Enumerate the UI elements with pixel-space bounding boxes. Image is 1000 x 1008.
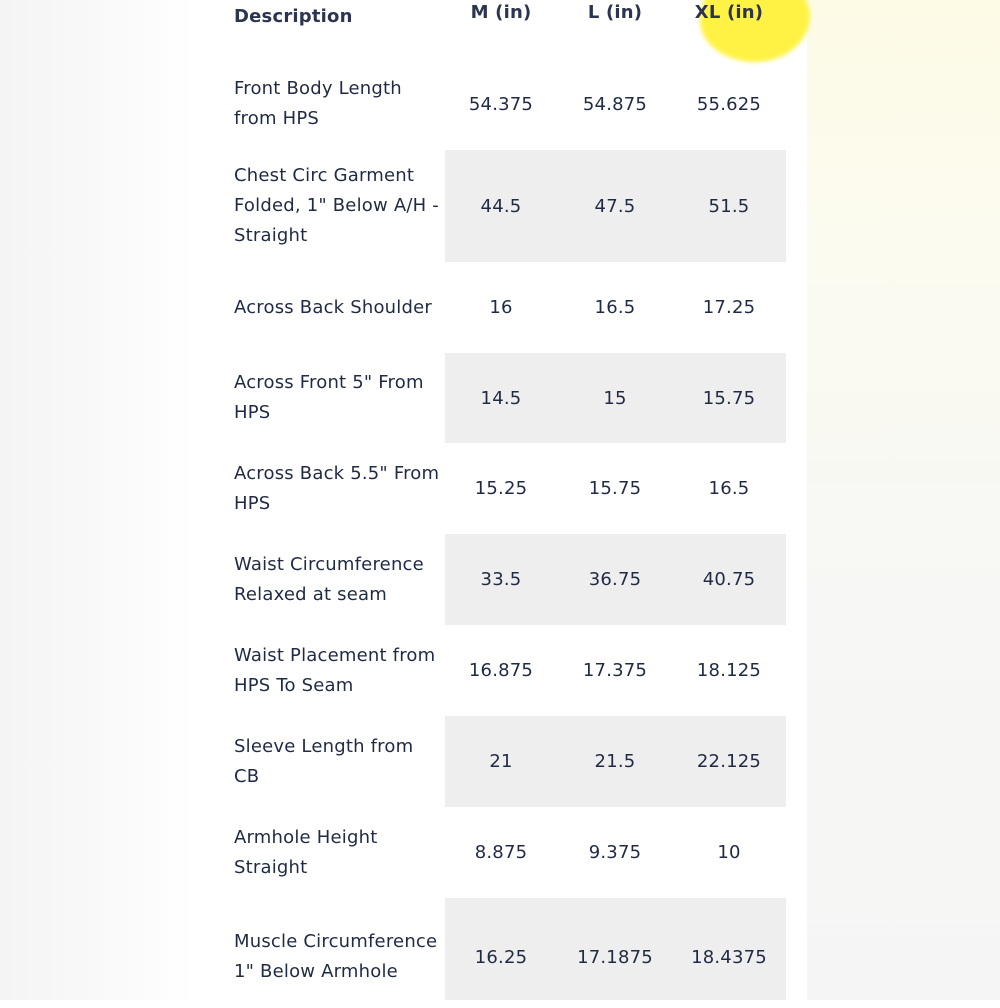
row-description: Waist Circumference Relaxed at seam: [234, 553, 424, 605]
row-l-value: 17.375: [582, 660, 648, 681]
row-m-value: 16: [489, 297, 513, 318]
row-description: Front Body Length from HPS: [234, 78, 402, 129]
row-xl-value: 15.75: [702, 387, 756, 409]
row-l-value: 15: [603, 387, 627, 409]
row-m-value: 16.875: [468, 660, 534, 681]
table-row: [195, 150, 807, 262]
row-m-value: 21: [489, 751, 513, 772]
table-row: [195, 353, 807, 443]
row-xl-value: 18.125: [696, 660, 762, 681]
row-xl-value: 51.5: [708, 195, 750, 217]
row-m-value: 15.25: [474, 478, 528, 499]
row-description: Across Front 5" From HPS: [234, 372, 424, 423]
row-l-value: 9.375: [588, 842, 642, 863]
table-row: [195, 716, 807, 807]
row-m-value: 33.5: [480, 569, 522, 590]
row-description: Chest Circ Garment Folded, 1" Below A/H - Straight: [234, 165, 439, 246]
table-row: [195, 534, 807, 625]
row-l-value: 17.1875: [577, 946, 653, 968]
row-description: Muscle Circumference 1" Below Armhole: [234, 931, 438, 982]
row-xl-value: 22.125: [696, 751, 762, 772]
row-l-value: 54.875: [582, 93, 648, 115]
row-m-value: 54.375: [468, 93, 534, 115]
row-l-value: 15.75: [588, 478, 642, 499]
row-description: Across Back 5.5" From HPS: [234, 462, 440, 514]
row-xl-value: 17.25: [702, 297, 756, 318]
row-m-value: 44.5: [480, 195, 522, 217]
row-description: Sleeve Length from CB: [234, 735, 414, 787]
row-m-value: 16.25: [474, 946, 528, 968]
table-row: [195, 443, 807, 534]
left-background: [0, 0, 195, 1000]
row-xl-value: 10: [717, 842, 741, 863]
header-m: M (in): [470, 2, 532, 23]
row-l-value: 36.75: [588, 569, 642, 590]
row-description: Across Back Shoulder: [234, 296, 432, 318]
row-xl-value: 40.75: [702, 569, 756, 590]
right-background: [807, 0, 1000, 1000]
row-m-value: 14.5: [480, 387, 522, 409]
table-row: [195, 807, 807, 898]
row-description: Waist Placement from HPS To Seam: [234, 644, 436, 696]
row-l-value: 21.5: [594, 751, 636, 772]
header-xl: XL (in): [694, 2, 764, 23]
header-description: Description: [234, 6, 353, 27]
row-l-value: 47.5: [594, 195, 636, 217]
table-row: [195, 625, 807, 716]
row-description: Armhole Height Straight: [234, 826, 378, 878]
row-xl-value: 55.625: [696, 93, 762, 115]
table-row: [195, 898, 807, 1000]
table-row: [195, 58, 807, 150]
row-l-value: 16.5: [594, 297, 636, 318]
table-row: [195, 262, 807, 353]
table-header: [195, 0, 807, 40]
row-m-value: 8.875: [474, 842, 528, 863]
row-xl-value: 16.5: [708, 478, 750, 499]
row-xl-value: 18.4375: [691, 946, 767, 968]
header-l: L (in): [587, 2, 643, 23]
